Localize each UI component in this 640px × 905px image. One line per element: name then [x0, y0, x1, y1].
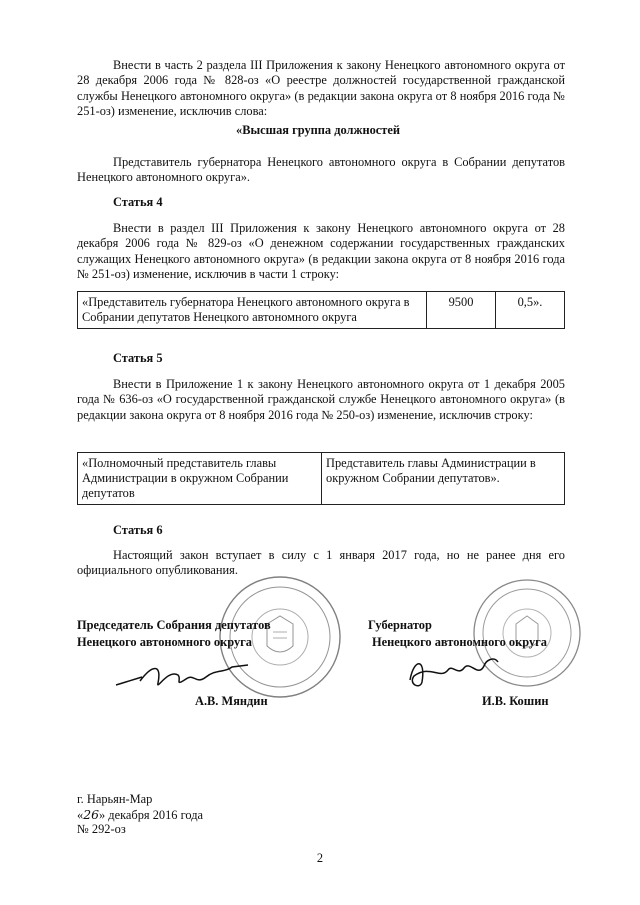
- governor-title-line-2: Ненецкого автономного округа: [372, 635, 547, 649]
- article-5-text: Внести в Приложение 1 к закону Ненецкого автономного округа от 1 декабря 2005 года № 636-оз «О государственной гражданской службе Ненецкого автономного округа» (в редакции закона округа от 8 ноября 2016 года № 250-оз) изменение, исключив строку:: [77, 377, 565, 422]
- article-5-heading: Статья 5: [113, 351, 163, 365]
- article-4-table: [77, 291, 565, 329]
- chairman-title-line-1: Председатель Собрания депутатов: [77, 618, 271, 632]
- governor-handwritten-signature: [400, 650, 520, 692]
- footer-date-prefix: «: [77, 808, 84, 822]
- article-6-heading: Статья 6: [113, 523, 163, 537]
- chairman-signature-block: [77, 617, 271, 651]
- intro-paragraph: Внести в часть 2 раздела III Приложения к закону Ненецкого автономного округа от 28 декабря 2006 года № 828-оз «О реестре должностей государственной гражданской службы Ненецкого автономного округа» (в редакции закона округа от 8 ноября 2016 года № 251-оз) изменение, исключив слова:: [77, 58, 565, 118]
- table-cell-position: «Представитель губернатора Ненецкого автономного округа в Собрании депутатов Ненецкого автономного округа: [78, 292, 427, 329]
- chairman-handwritten-signature: [112, 655, 252, 695]
- table-cell-old-title: «Полномочный представитель главы Администрации в окружном Собрании депутатов: [78, 453, 322, 505]
- governor-signature-block: [368, 617, 547, 651]
- table-cell-coefficient: 0,5».: [496, 292, 565, 329]
- chairman-title-line-2: Ненецкого автономного округа: [77, 635, 252, 649]
- table-cell-salary: 9500: [427, 292, 496, 329]
- article-6-text: Настоящий закон вступает в силу с 1 января 2017 года, но не ранее дня его официального опубликования.: [77, 548, 565, 578]
- table-row: [78, 292, 565, 329]
- governor-title-line-1: Губернатор: [368, 618, 432, 632]
- footer-place: г. Нарьян-Мар: [77, 792, 153, 806]
- footer-date-suffix: » декабря 2016 года: [98, 808, 204, 822]
- quoted-group-heading: «Высшая группа должностей: [236, 123, 401, 137]
- chairman-name: А.В. Мяндин: [195, 694, 268, 708]
- article-5-table: [77, 452, 565, 505]
- footer-date-day: 26: [83, 807, 99, 822]
- article-4-heading: Статья 4: [113, 195, 163, 209]
- governor-name: И.В. Кошин: [482, 694, 549, 708]
- quoted-position-text: Представитель губернатора Ненецкого автономного округа в Собрании депутатов Ненецкого автономного округа».: [77, 155, 565, 185]
- article-4-text: Внести в раздел III Приложения к закону Ненецкого автономного округа от 28 декабря 2006 года № 829-оз «О денежном содержании государственных гражданских служащих Ненецкого автономного округа» (в редакции закона округа от 8 ноября 2016 года № 251-оз) изменение, исключив в части 1 строку:: [77, 221, 565, 281]
- footer-date: [77, 807, 203, 823]
- page-number: 2: [316, 851, 324, 865]
- footer-law-number: № 292-оз: [77, 822, 126, 836]
- table-cell-new-title: Представитель главы Администрации в окружном Собрании депутатов».: [322, 453, 565, 505]
- table-row: [78, 453, 565, 505]
